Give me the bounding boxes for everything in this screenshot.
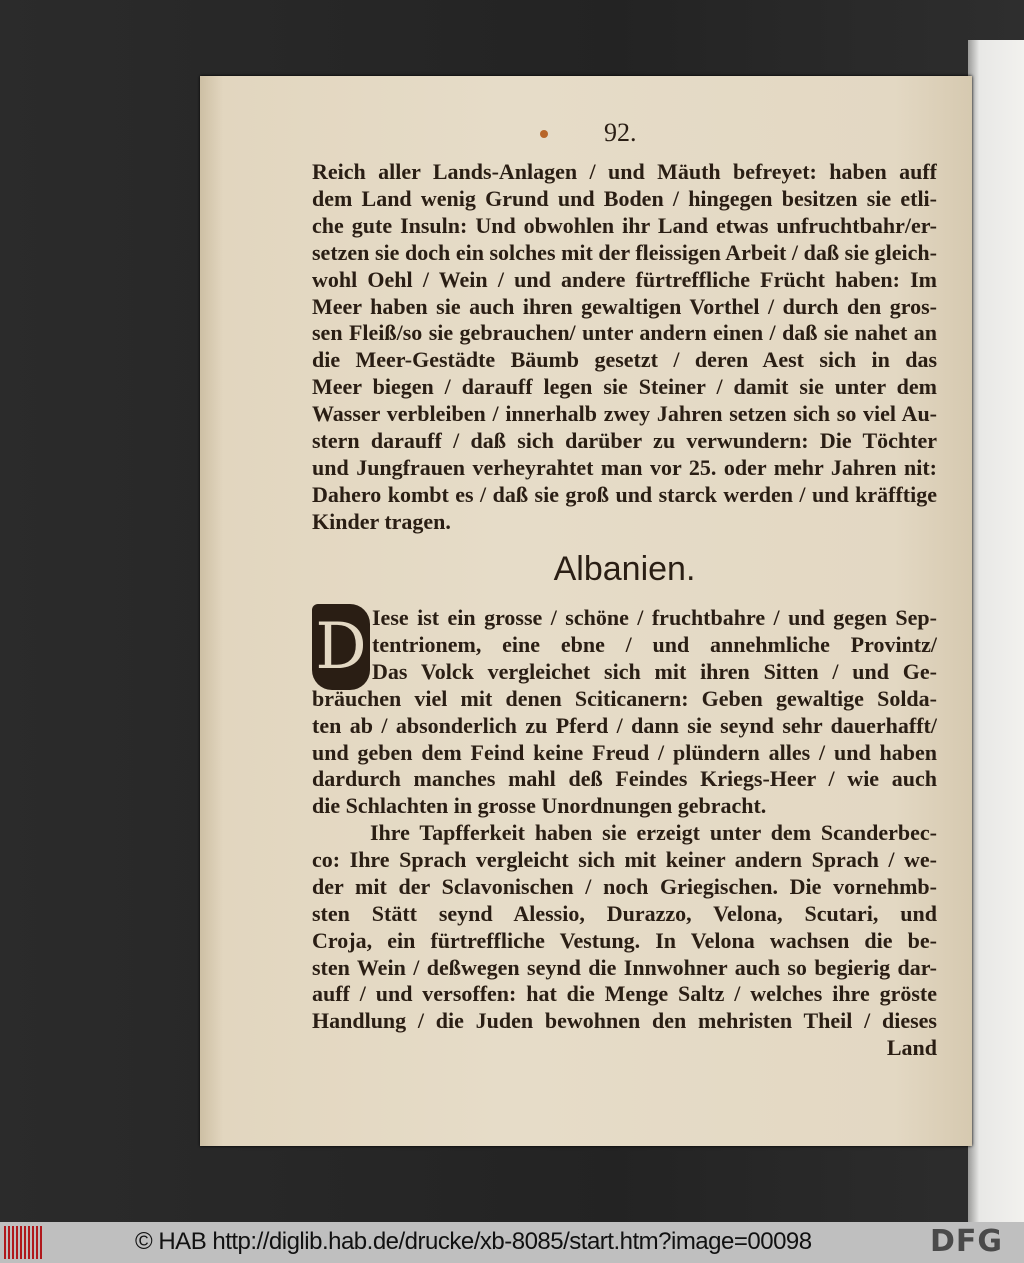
dfg-logo: DFG <box>930 1224 1004 1259</box>
text-line: Croja, ein fürtreffliche Vestung. In Velona wachsen die be- <box>312 927 937 953</box>
text-line: sen Fleiß/so sie gebrauchen/ unter andern einen / daß sie nahet an <box>312 320 937 346</box>
text-line: die Meer-Gestädte Bäumb gesetzt / deren Aest sich in das <box>312 347 937 373</box>
catchword: Land <box>886 1035 937 1060</box>
text-line: setzen sie doch ein solches mit der fleissigen Arbeit / daß sie gleich- <box>312 239 937 265</box>
text-line: Wasser verbleiben / innerhalb zwey Jahren setzen sich so viel Au- <box>312 401 937 427</box>
text-line: auff / und versoffen: hat die Menge Saltz / welches ihre gröste <box>312 981 937 1007</box>
text-line: sten Stätt seynd Alessio, Durazzo, Velona, Scutari, und <box>312 900 937 926</box>
text-line: sten Wein / deßwegen seynd die Innwohner auch so begierig dar- <box>312 954 937 980</box>
text-line: Reich aller Lands-Anlagen / und Mäuth befreyet: haben auff <box>312 159 937 184</box>
text-line: der mit der Sclavonischen / noch Griegischen. Die vornehmb- <box>312 873 937 899</box>
text-line: tentrionem, eine ebne / und annehmliche Provintz/ <box>372 631 937 657</box>
adjacent-page-edge <box>968 40 1024 1222</box>
text-line: bräuchen viel mit denen Sciticanern: Geben gewaltige Solda- <box>312 685 937 711</box>
text-line: Meer haben sie auch ihren gewaltigen Vorthel / durch den gros- <box>312 293 937 319</box>
text-line: dardurch manches mahl deß Feindes Kriegs-Heer / wie auch <box>312 766 937 792</box>
copyright-url[interactable]: © HAB http://diglib.hab.de/drucke/xb-8085/start.htm?image=00098 <box>135 1228 812 1255</box>
text-line: Das Volck vergleichet sich mit ihren Sitten / und Ge- <box>372 658 937 684</box>
text-line: che gute Insuln: Und obwohlen ihr Land etwas unfruchtbahr/er- <box>312 212 937 238</box>
ornament-mark <box>540 130 548 138</box>
text-line: Handlung / die Juden bewohnen den mehristen Theil / dieses <box>312 1008 937 1034</box>
text-line: wohl Oehl / Wein / und andere fürtreffliche Frücht haben: Im <box>312 266 937 292</box>
text-line: und geben dem Feind keine Freud / plündern alles / und haben <box>312 739 937 765</box>
page-number: 92. <box>604 118 637 147</box>
text-line: dem Land wenig Grund und Boden / hingegen besitzen sie etli- <box>312 185 937 211</box>
text-line: und Jungfrauen verheyrahtet man vor 25. oder mehr Jahren nit: <box>312 454 937 480</box>
section-heading: Albanien. <box>553 550 696 588</box>
text-line: co: Ihre Sprach vergleicht sich mit keiner andern Sprach / we- <box>312 846 937 872</box>
text-line: Meer biegen / darauff legen sie Steiner / damit sie unter dem <box>312 374 937 400</box>
text-line: stern darauff / daß sich darüber zu verwundern: Die Töchter <box>312 428 937 453</box>
hab-logo-icon <box>4 1226 44 1259</box>
text-line: Kinder tragen. <box>312 508 451 534</box>
text-line: Iese ist ein grosse / schöne / fruchtbahre / und gegen Sep- <box>372 605 937 630</box>
text-line: Ihre Tapfferkeit haben sie erzeigt unter dem Scanderbec- <box>370 820 937 845</box>
drop-cap-initial: D <box>312 604 370 690</box>
text-line: die Schlachten in grosse Unordnungen gebracht. <box>312 793 767 819</box>
text-line: ten ab / absonderlich zu Pferd / dann sie seynd sehr dauerhafft/ <box>312 712 937 738</box>
text-line: Dahero kombt es / daß sie groß und starck werden / und kräfftige <box>312 481 937 507</box>
footer-bar <box>0 1222 1024 1263</box>
